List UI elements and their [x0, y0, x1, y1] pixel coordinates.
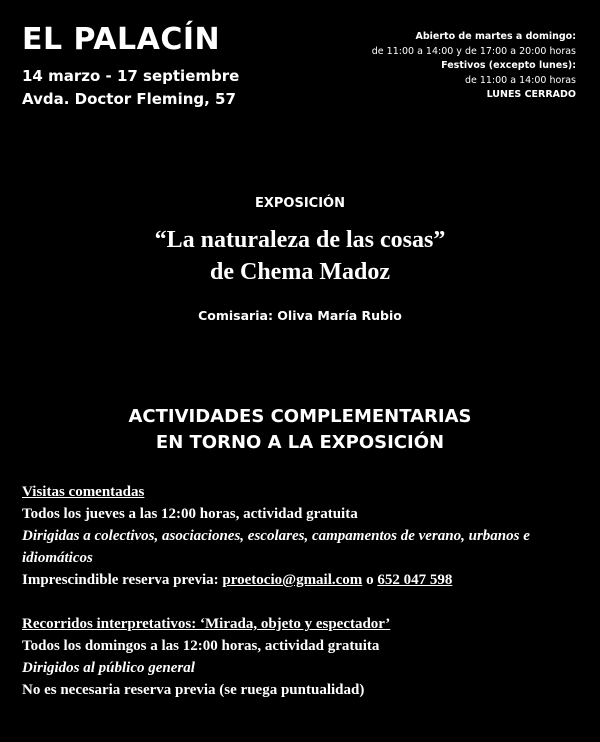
hours-line-2: de 11:00 a 14:00 y de 17:00 a 20:00 horas: [371, 45, 576, 57]
exhibition-title-line-2: de Chema Madoz: [210, 259, 390, 285]
visits-audience: Dirigidas a colectivos, asociaciones, escolares, campamentos de verano, urbanos e idiomáticos: [22, 528, 530, 566]
opening-hours: [372, 30, 576, 103]
activities-title-line-1: ACTIVIDADES COMPLEMENTARIAS: [128, 406, 472, 427]
email-link[interactable]: proetocio@gmail.com: [222, 572, 363, 588]
activities-body: [22, 481, 582, 701]
curator: Comisaria: Oliva María Rubio: [198, 308, 402, 323]
visits-heading: Visitas comentadas: [22, 484, 145, 500]
hours-line-4: de 11:00 a 14:00 horas: [464, 74, 576, 86]
exhibition-title: [0, 224, 600, 288]
exhibition-dates: 14 marzo - 17 septiembre: [22, 67, 240, 85]
exhibition-title-line-1: “La naturaleza de las cosas”: [154, 227, 446, 253]
venue-address: Avda. Doctor Fleming, 57: [22, 90, 236, 108]
exhibition-label: EXPOSICIÓN: [255, 196, 345, 211]
activities-title-line-2: EN TORNO A LA EXPOSICIÓN: [155, 432, 445, 453]
hours-line-3: Festivos (excepto lunes):: [441, 60, 576, 71]
booking-prefix: Imprescindible reserva previa:: [22, 572, 223, 588]
booking-connector: o: [362, 572, 378, 588]
tours-heading: Recorridos interpretativos: ‘Mirada, objeto y espectador’: [22, 616, 391, 632]
tours-note: No es necesaria reserva previa (se ruega puntualidad): [22, 682, 365, 698]
venue-title: EL PALACÍN: [22, 22, 221, 57]
hours-line-5: LUNES CERRADO: [486, 89, 576, 100]
section-spacer: [22, 591, 582, 613]
tours-schedule: Todos los domingos a las 12:00 horas, actividad gratuita: [22, 638, 380, 654]
tours-audience: Dirigidos al público general: [22, 660, 195, 676]
activities-title: [0, 404, 600, 456]
visits-booking: [22, 569, 582, 591]
phone-link[interactable]: 652 047 598: [377, 572, 453, 588]
visits-schedule: Todos los jueves a las 12:00 horas, actividad gratuita: [22, 506, 358, 522]
hours-line-1: Abierto de martes a domingo:: [415, 31, 576, 42]
